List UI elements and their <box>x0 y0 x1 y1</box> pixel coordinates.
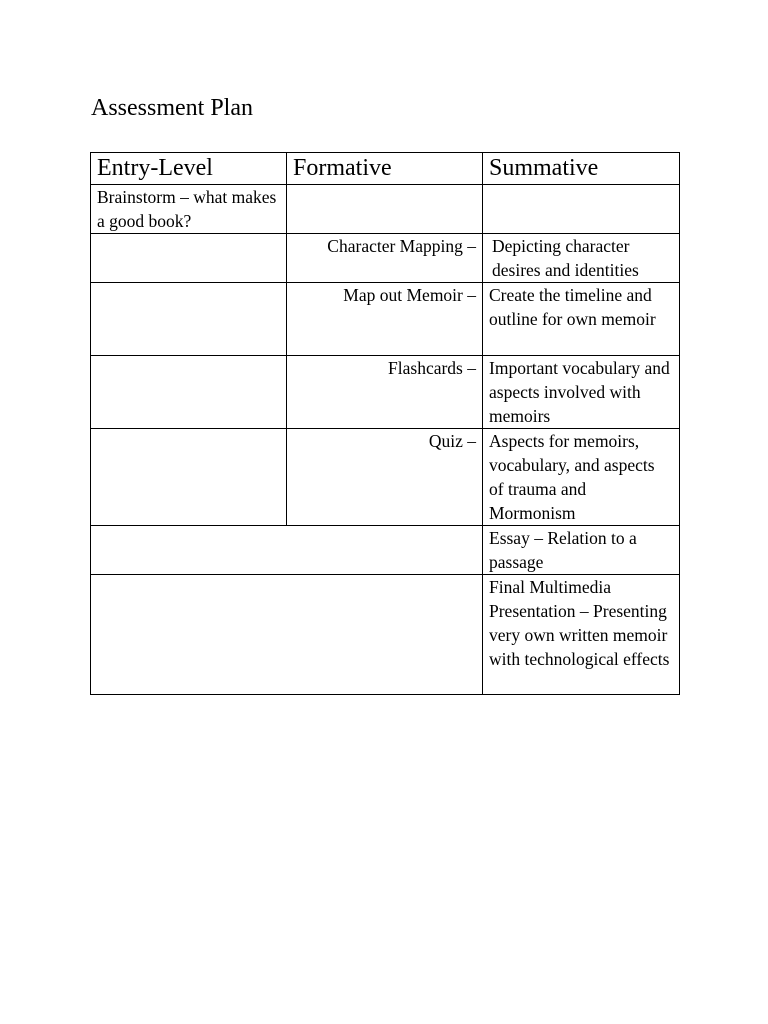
formative-cell: Flashcards – <box>287 356 483 429</box>
page-title: Assessment Plan <box>91 95 253 121</box>
entry-level-cell <box>91 356 287 429</box>
summative-cell: Aspects for memoirs, vocabulary, and aspects of trauma and Mormonism <box>483 429 680 526</box>
table-row <box>91 283 680 356</box>
table-row <box>91 429 680 526</box>
header-formative: Formative <box>287 153 483 185</box>
header-summative: Summative <box>483 153 680 185</box>
formative-cell: Quiz – <box>287 429 483 526</box>
entry-level-cell: Brainstorm – what makes a good book? <box>91 185 287 234</box>
summative-cell: Essay – Relation to a passage <box>483 526 680 575</box>
table-header-row <box>91 153 680 185</box>
formative-cell: Map out Memoir – <box>287 283 483 356</box>
table-row <box>91 234 680 283</box>
merged-empty-cell <box>91 575 483 695</box>
header-entry-level: Entry-Level <box>91 153 287 185</box>
entry-level-cell <box>91 283 287 356</box>
formative-cell <box>287 185 483 234</box>
table-row <box>91 356 680 429</box>
assessment-plan-table <box>90 152 680 695</box>
merged-empty-cell <box>91 526 483 575</box>
table-row <box>91 185 680 234</box>
summative-cell: Important vocabulary and aspects involved with memoirs <box>483 356 680 429</box>
summative-cell: Final Multimedia Presentation – Presenting very own written memoir with technological effects <box>483 575 680 695</box>
table-row <box>91 526 680 575</box>
summative-cell: Create the timeline and outline for own memoir <box>483 283 680 356</box>
summative-cell <box>483 185 680 234</box>
formative-cell: Character Mapping – <box>287 234 483 283</box>
summative-cell: Depicting character desires and identities <box>483 234 680 283</box>
entry-level-cell <box>91 234 287 283</box>
entry-level-cell <box>91 429 287 526</box>
table-row <box>91 575 680 695</box>
